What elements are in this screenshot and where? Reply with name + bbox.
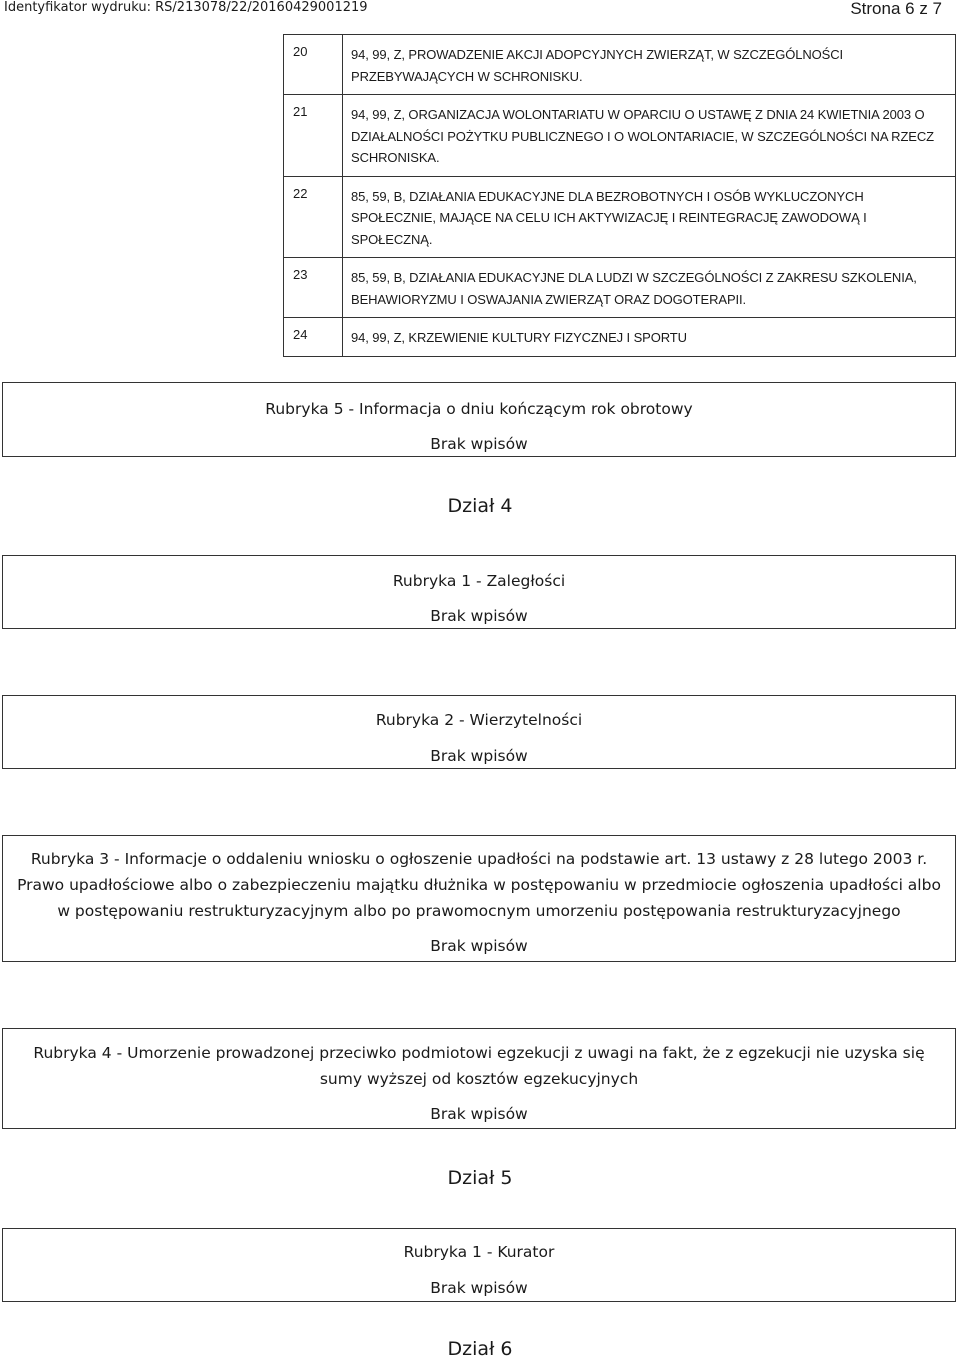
section-title: Rubryka 1 - Zaległości bbox=[392, 572, 566, 590]
section-title-line: Prawo upadłościowe albo o zabezpieczeniu majątku dłużnika w postępowaniu w przedmiocie ogłoszenia upadłości albo bbox=[17, 876, 941, 894]
empty-entry-label: Brak wpisów bbox=[430, 747, 528, 765]
empty-entry-label: Brak wpisów bbox=[430, 937, 528, 955]
table-row bbox=[284, 176, 956, 258]
table-row bbox=[284, 35, 956, 95]
section-heading-dzial-5: Dział 5 bbox=[447, 1167, 513, 1189]
section-title: Rubryka 5 - Informacja o dniu kończącym rok obrotowy bbox=[265, 400, 693, 418]
empty-entry-label: Brak wpisów bbox=[430, 607, 528, 625]
empty-entry-label: Brak wpisów bbox=[430, 1279, 528, 1297]
section-box-rubryka-5 bbox=[2, 382, 956, 457]
section-title: Rubryka 2 - Wierzytelności bbox=[375, 711, 583, 729]
row-text: 94, 99, Z, ORGANIZACJA WOLONTARIATU W OPARCIU O USTAWĘ Z DNIA 24 KWIETNIA 2003 O DZIAŁALNOŚCI POŻYTKU PUBLICZNEGO I O WOLONTARIACIE, W SZCZEGÓLNOŚCI NA RZECZ SCHRONISKA. bbox=[343, 95, 956, 177]
section-title-line: Rubryka 3 - Informacje o oddaleniu wniosku o ogłoszenie upadłości na podstawie art. 13 ustawy z 28 lutego 2003 r. bbox=[30, 850, 928, 868]
section-box-umorzenie-egzekucji bbox=[2, 1028, 956, 1129]
section-heading-dzial-4: Dział 4 bbox=[447, 495, 513, 517]
section-heading-dzial-6: Dział 6 bbox=[447, 1338, 513, 1360]
table-row bbox=[284, 318, 956, 357]
row-number: 20 bbox=[284, 35, 343, 95]
row-text: 94, 99, Z, KRZEWIENIE KULTURY FIZYCZNEJ I SPORTU bbox=[343, 318, 956, 357]
row-text: 94, 99, Z, PROWADZENIE AKCJI ADOPCYJNYCH ZWIERZĄT, W SZCZEGÓLNOŚCI PRZEBYWAJĄCYCH W SCHRONISKU. bbox=[343, 35, 956, 95]
row-number: 21 bbox=[284, 95, 343, 177]
row-text: 85, 59, B, DZIAŁANIA EDUKACYJNE DLA BEZROBOTNYCH I OSÓB WYKLUCZONYCH SPOŁECZNIE, MAJĄCE NA CELU ICH AKTYWIZACJĘ I REINTEGRACJĘ ZAWODOWĄ I SPOŁECZNĄ. bbox=[343, 176, 956, 258]
section-box-wierzytelnosci bbox=[2, 695, 956, 769]
section-box-kurator bbox=[2, 1228, 956, 1302]
section-title: Rubryka 1 - Kurator bbox=[403, 1243, 555, 1261]
print-identifier: Identyfikator wydruku: RS/213078/22/20160429001219 bbox=[4, 0, 368, 15]
row-text: 85, 59, B, DZIAŁANIA EDUKACYJNE DLA LUDZI W SZCZEGÓLNOŚCI Z ZAKRESU SZKOLENIA, BEHAWIORYZMU I OSWAJANIA ZWIERZĄT ORAZ DOGOTERAPII. bbox=[343, 258, 956, 318]
row-number: 22 bbox=[284, 176, 343, 258]
page-number: Strona 6 z 7 bbox=[850, 0, 942, 18]
empty-entry-label: Brak wpisów bbox=[430, 435, 528, 453]
row-number: 23 bbox=[284, 258, 343, 318]
section-box-oddalenie-wniosku bbox=[2, 835, 956, 962]
section-title-line: Rubryka 4 - Umorzenie prowadzonej przeciwko podmiotowi egzekucji z uwagi na fakt, że z egzekucji nie uzyska się bbox=[33, 1044, 925, 1062]
print-header bbox=[0, 0, 960, 24]
section-box-zaleglosci bbox=[2, 555, 956, 629]
empty-entry-label: Brak wpisów bbox=[430, 1105, 528, 1123]
section-title-line: sumy wyższej od kosztów egzekucyjnych bbox=[319, 1070, 639, 1088]
table-row bbox=[284, 95, 956, 177]
pkd-activity-table bbox=[283, 34, 956, 357]
table-row bbox=[284, 258, 956, 318]
row-number: 24 bbox=[284, 318, 343, 357]
section-title-line: w postępowaniu restrukturyzacyjnym albo po prawomocnym umorzeniu postępowania restrukturyzacyjnego bbox=[57, 902, 901, 920]
